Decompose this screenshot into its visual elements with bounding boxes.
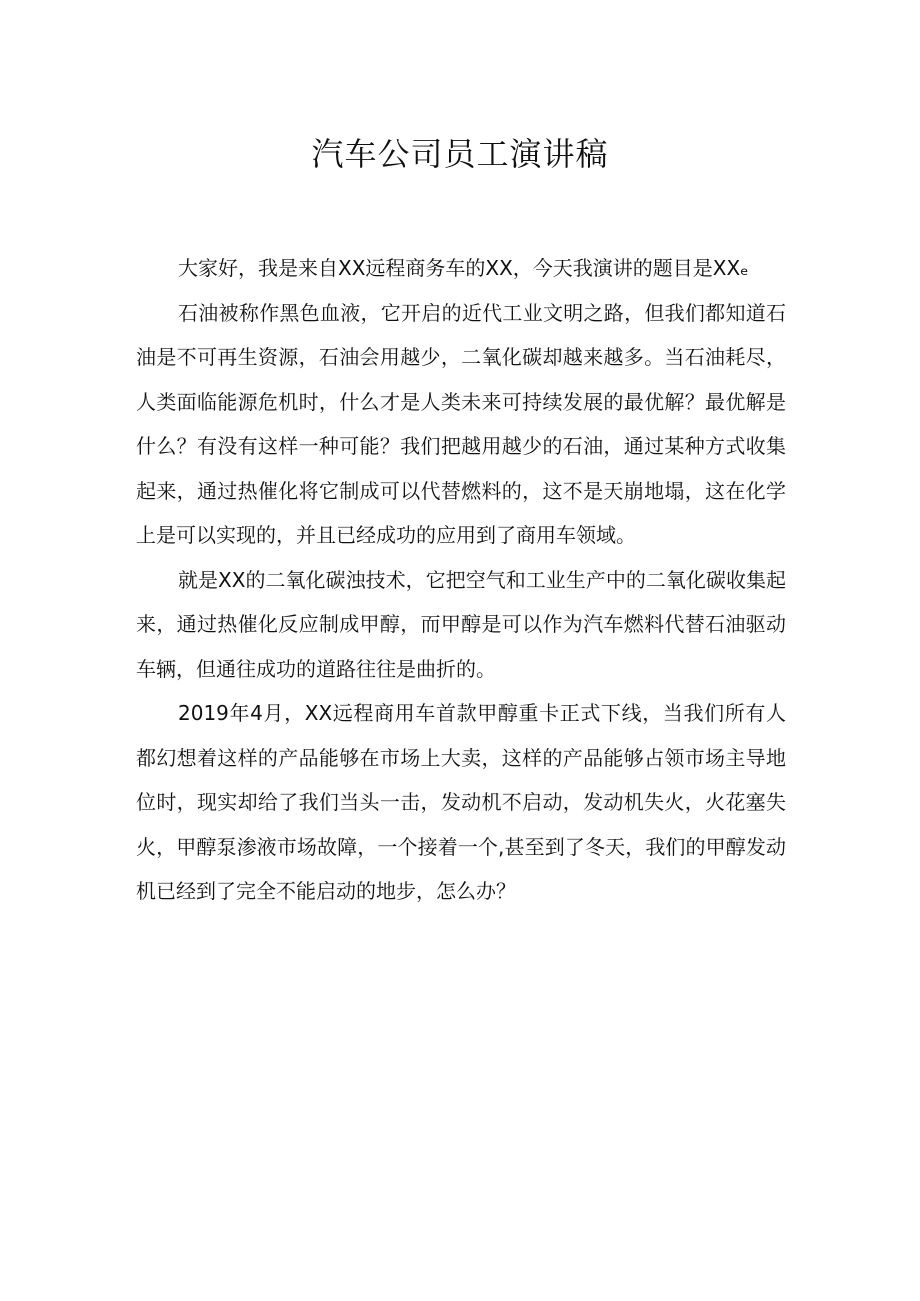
- document-body: [136, 246, 786, 914]
- paragraph-oil: 石油被称作黑色血液，它开启的近代工业文明之路，但我们都知道石油是不可再生资源，石油会用越少，二氧化碳却越来越多。当石油耗尽，人类面临能源危机时，什么才是人类未来可持续发展的最优解？最优解是什么？有没有这样一种可能？我们把越用越少的石油，通过某种方式收集起来，通过热催化将它制成可以代替燃料的，这不是天崩地塌，这在化学上是可以实现的，并且已经成功的应用到了商用车领域。: [136, 300, 786, 547]
- paragraph-technology: 就是XX的二氧化碳浊技术，它把空气和工业生产中的二氧化碳收集起来，通过热催化反应制成甲醇，而甲醇是可以作为汽车燃料代替石油驱动车辆，但通往成功的道路往往是曲折的。: [136, 567, 786, 681]
- paragraph-2019: 2019年4月，XX远程商用车首款甲醇重卡正式下线，当我们所有人都幻想着这样的产品能够在市场上大卖，这样的产品能够占领市场主导地位时，现实却给了我们当头一击，发动机不启动，发动机失火，火花塞失火，甲醇泵渗液市场故障，一个接着一个,甚至到了冬天，我们的甲醇发动机已经到了完全不能启动的地步，怎么办？: [136, 701, 786, 903]
- paragraph-greeting: 大家好，我是来自XX远程商务车的XX，今天我演讲的题目是XXₑ: [178, 256, 749, 280]
- document-title: 汽车公司员工演讲稿: [311, 135, 609, 173]
